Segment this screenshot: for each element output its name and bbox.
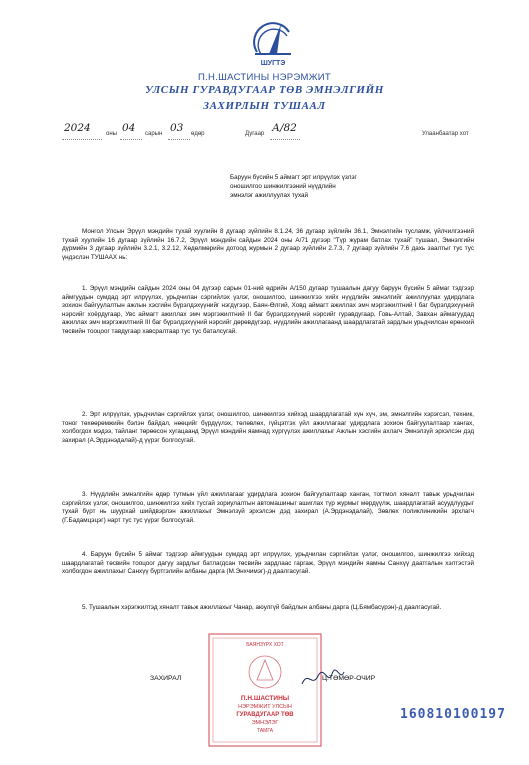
subject-line3: эмнэлэг ажиллуулах тухай	[230, 192, 309, 199]
org-name: П.Н.ШАСТИНЫ НЭРЭМЖИТ	[197, 72, 332, 83]
paragraph-5: 5. Тушаалын хэрэгжилтэд хяналт тавьж ажиллахыг Чанар, аюулгүй байдлын албаны дарга (Ц.Бямбасүрэн)-д даалгасугай.	[82, 604, 442, 611]
logo-text: ШУГТЭ	[260, 60, 286, 67]
stamp-line5: ТАМГА	[256, 728, 274, 734]
stamp-emblem-icon	[257, 660, 273, 680]
stamp-line2: НЭРЭМЖИТ УЛСЫН	[238, 704, 292, 710]
paragraph-1: 1. Эрүүл мэндийн сайдын 2024 оны 04 дүгээр сарын 01-ний өдрийн А/150 дугаар тушаалын дагуу баруун бүсийн 5 аймаг тэдгээр аймгуудын сумдад эрт илрүүлэх, урьдчилан сэргийлэх үзлэг, оношилгоо, шинжилгээ хийх нүүдлийн эмнэлгийг ажиллуулах удирдлага зохион байгуулалтын ажлын хэсгийн бүрэлдэхүүнийг нэгдүгээр, Баян-Өлгий, Ховд аймагт ажиллах эмч мэргэжилтний I баг бүрэлдэхүүний нэрсийг хоёрдугаар, Увс аймагт ажиллах эмч мэргэжилтний II баг бүрэлдэхүүний нэрсийг гуравдугаар, Говь-Алтай, Завхан аймагуудад ажиллах эмч мэргэжилтний III баг бүрэлдэхүүний нэрсийг дөрөвдүгээр, нүүдлийн ажиллагаанд шаардлагатай зардлын урьдчилсан ерөнхий төсвийн тооцоог тавдугаар хавсралтаар тус тус баталсугай.	[62, 285, 474, 335]
signatory-name: Ц.ТӨМӨР-ОЧИР	[322, 675, 376, 682]
paragraph-4: 4. Баруун бүсийн 5 аймаг тэдгээр аймгуудын сумдад эрт илрүүлэх, урьдчилан сэргийлэх үзлэг, оношилгоо, шинжилгээ хийхэд шаардлагатай төсвийн тооцоог дагуу зардлыг батлагдсан төсвийн зардлаас гаргаж, Эрүүл мэндийн яамны Санхүү даатгалын хэлтэстэй холбогдон ажиллахыг Санхүү бүртгэлийн албаны дарга (М.Энхчимэг)-д даалгасугай.	[62, 551, 474, 575]
place-label: Улаанбаатар хот	[422, 131, 469, 137]
paragraph-3: 3. Нүүдлийн эмнэлгийн өдөр тутмын үйл ажиллагааг удирдлага зохион байгуулалтаар ханган, тогтмол хяналт тавьж урьдчилан сэргийлэх үзлэг, оношилгоо, шинжилгээ хийх тусгай зориулалтын автомашиныг ашиглах түр журмыг мөрдүүлж, шаардлагатай асуудлуудыг тухай бүрт нь шуурхай шийдвэрлэн ажиллахыг Эмнэлзүй эрхэлсэн дэд захирал (А.Эрдэнэдалай), Зөвлөх поликлиникийн эрхлагч (Г.Бадамцэцэг) нарт тус тус үүрэг болгосугай.	[62, 491, 474, 524]
order-title-line2: ЗАХИРЛЫН ТУШААЛ	[203, 100, 326, 112]
month-value: 04	[122, 122, 136, 134]
serial-number: 160810100197	[400, 707, 506, 722]
number-label: Дугаар	[245, 131, 265, 137]
stamp-line1: П.Н.ШАСТИНЫ	[240, 695, 290, 702]
order-title-line1: УЛСЫН ГУРАВДУГААР ТӨВ ЭМНЭЛГИЙН	[145, 84, 384, 96]
order-subject	[230, 173, 390, 200]
day-label: өдөр	[191, 131, 205, 137]
order-number: А/82	[272, 122, 297, 134]
year-label: оны	[106, 131, 117, 137]
paragraph-2: 2. Эрт илрүүлэх, урьдчилан сэргийлэх үзлэг, оношилгоо, шинжилгээ хийхэд шаардлагатай хүн хүч, эм, эмнэлгийн хэрэгсэл, техник, тоног төхөөрөмжийн бэлэн байдал, нөөцийг бүрдүүлэх, төлөвлөх, гүйцэтгэх үйл ажиллагааг удирдлага зохион байгуулалтаар хангах, холбогдох мэдээ, тайланг төрөөсон хугацаанд Эрүүл мэндийн яамнад хүргүүлэх ажиллахыг Ажлын хэсгийн ахлагч Эмнэлзүй эрхэлсэн дэд захирал (А.Эрдэнэдалай)-д үүрэг болгосугай.	[62, 411, 474, 444]
signatory-title: ЗАХИРАЛ	[150, 675, 182, 682]
stamp-line3: ГУРАВДУГААР ТӨВ	[236, 712, 294, 718]
date-line	[62, 122, 502, 142]
month-label: сарын	[145, 131, 163, 137]
day-value: 03	[170, 122, 184, 134]
year-value: 2024	[64, 122, 91, 134]
hospital-logo	[251, 18, 295, 68]
subject-line2: оношилгоо шинжилгээний нүүдлийн	[230, 183, 336, 190]
subject-line1: Баруун бүсийн 5 аймагт эрт илрүүлэх үзлэг	[230, 174, 357, 181]
stamp-line4: ЭМНЭЛЭГ	[251, 720, 279, 726]
intro-paragraph: Монгол Улсын Эрүүл мэндийн тухай хуулийн 8 дугаар зүйлийн 8.1.24, 36 дугаар зүйлийн 36.1, Эмнэлгийн тусламж, үйлчилгээний тухай хуулийн 16 дугаар зүйлийн 16.7.2, Эрүүл мэндийн сайдын 2024 оны А/71 дүгээр "Түр журам батлах тухай" тушаал, Эмнэлгийн дүрмийн 3 дугаар зүйлийн 3.2.1, 3.2.12, Хөдөлмөрийн дотоод журмын 2 дугаар зүйлийн 2.7.3, 7 дугаар зүйлийн 7.6 дахь заалтыг тус тус үндэслэн ТУШААХ нь:	[62, 228, 474, 261]
stamp-top-text: БАЯНЗҮРХ ХОТ	[246, 642, 284, 648]
official-stamp	[207, 632, 323, 748]
